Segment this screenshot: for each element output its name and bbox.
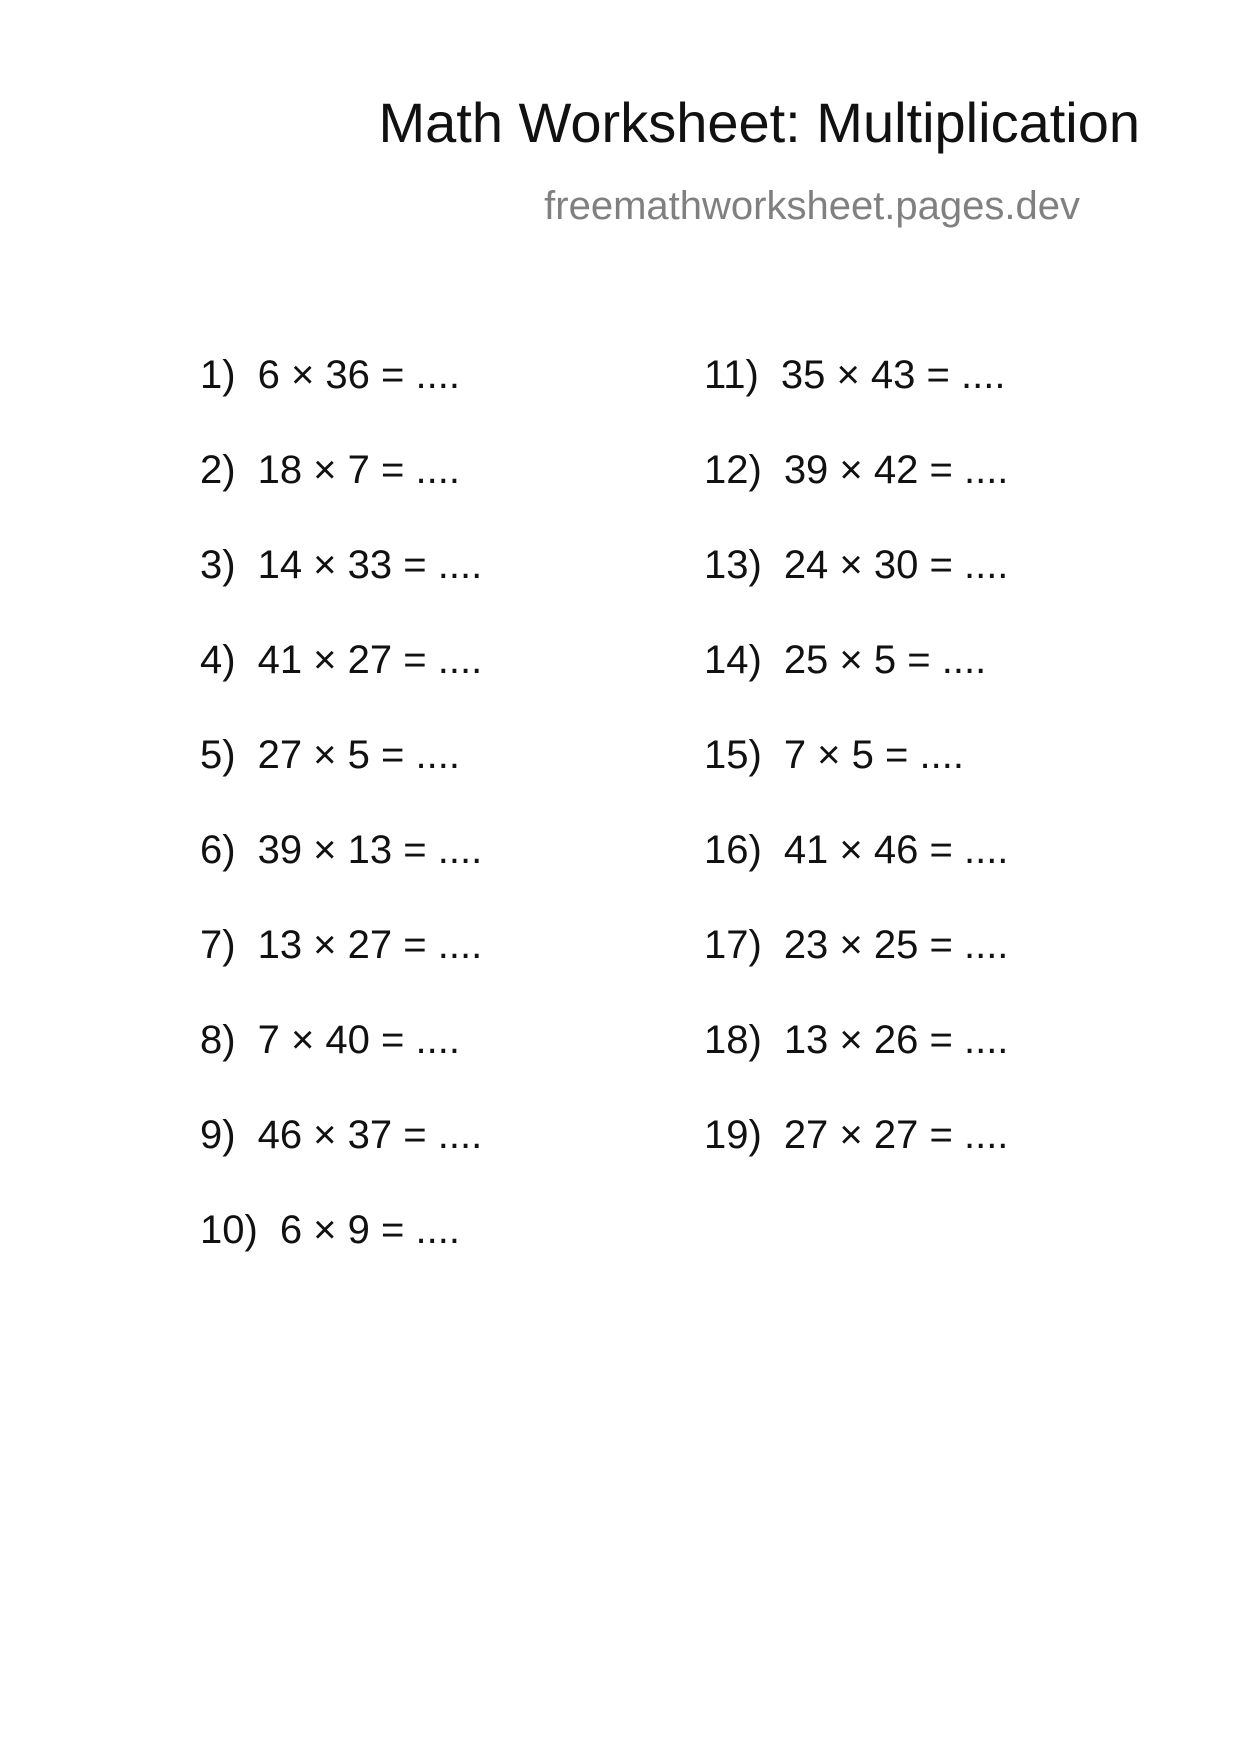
problem-number: 8)	[200, 1018, 236, 1062]
problem-number: 18)	[704, 1018, 762, 1062]
problem-item	[704, 830, 1008, 925]
problem-expression: 13 × 27 = ....	[257, 923, 483, 967]
problem-number: 3)	[200, 543, 236, 587]
problem-expression: 23 × 25 = ....	[783, 923, 1009, 967]
problem-expression: 18 × 7 = ....	[257, 448, 460, 492]
problem-expression: 7 × 40 = ....	[257, 1018, 460, 1062]
problem-item	[200, 925, 482, 1020]
problem-expression: 27 × 5 = ....	[257, 733, 460, 777]
problem-expression: 7 × 5 = ....	[783, 733, 964, 777]
problem-expression: 6 × 9 = ....	[279, 1208, 460, 1252]
problem-item	[200, 1115, 482, 1210]
problem-item	[200, 735, 482, 830]
problem-expression: 14 × 33 = ....	[257, 543, 483, 587]
problem-item	[704, 450, 1008, 545]
problem-item	[200, 640, 482, 735]
problem-expression: 6 × 36 = ....	[257, 353, 460, 397]
problem-number: 12)	[704, 448, 762, 492]
problem-item	[704, 1115, 1008, 1210]
problem-number: 14)	[704, 638, 762, 682]
problem-expression: 41 × 46 = ....	[783, 828, 1009, 872]
problem-item	[200, 545, 482, 640]
website-url: freemathworksheet.pages.dev	[544, 184, 1080, 228]
problem-item	[200, 355, 482, 450]
problem-expression: 13 × 26 = ....	[783, 1018, 1009, 1062]
problem-number: 6)	[200, 828, 236, 872]
problem-expression: 35 × 43 = ....	[780, 353, 1006, 397]
problem-expression: 25 × 5 = ....	[783, 638, 987, 682]
problem-number: 2)	[200, 448, 236, 492]
problem-number: 11)	[704, 353, 759, 397]
problem-item	[704, 545, 1008, 640]
problem-expression: 39 × 13 = ....	[257, 828, 483, 872]
problem-item	[200, 1210, 482, 1305]
problem-item	[704, 735, 1008, 830]
problem-number: 5)	[200, 733, 236, 777]
problem-number: 4)	[200, 638, 236, 682]
problem-expression: 27 × 27 = ....	[783, 1113, 1009, 1157]
problem-column-right	[704, 355, 1008, 1210]
problem-expression: 39 × 42 = ....	[783, 448, 1009, 492]
problem-number: 10)	[200, 1208, 258, 1252]
problem-number: 16)	[704, 828, 762, 872]
problem-number: 17)	[704, 923, 762, 967]
problem-expression: 41 × 27 = ....	[257, 638, 483, 682]
problem-number: 7)	[200, 923, 236, 967]
problem-number: 1)	[200, 353, 236, 397]
problem-item	[704, 640, 1008, 735]
problem-number: 15)	[704, 733, 762, 777]
problem-number: 9)	[200, 1113, 236, 1157]
problem-expression: 46 × 37 = ....	[257, 1113, 483, 1157]
problem-item	[704, 1020, 1008, 1115]
problem-column-left	[200, 355, 482, 1305]
problem-item	[200, 1020, 482, 1115]
problem-number: 13)	[704, 543, 762, 587]
problem-item	[704, 925, 1008, 1020]
problem-item	[200, 830, 482, 925]
page-title: Math Worksheet: Multiplication	[378, 91, 1140, 154]
problem-expression: 24 × 30 = ....	[783, 543, 1009, 587]
problem-item	[704, 355, 1008, 450]
problem-number: 19)	[704, 1113, 762, 1157]
problem-item	[200, 450, 482, 545]
